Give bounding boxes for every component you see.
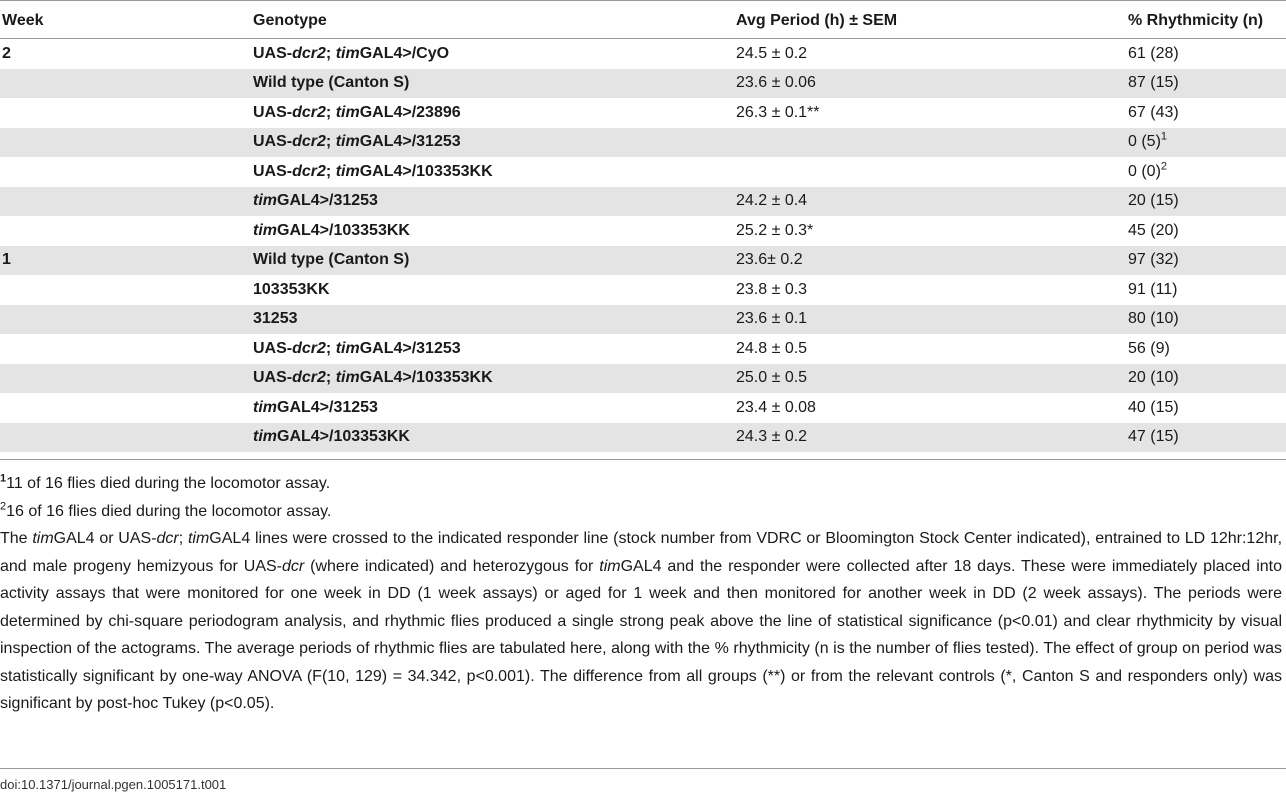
avg-period-cell — [732, 128, 1124, 158]
avg-period-cell: 23.6 ± 0.06 — [732, 69, 1124, 99]
table-notes — [0, 470, 1282, 718]
rhythmicity-cell — [1124, 216, 1286, 246]
avg-period-cell: 26.3 ± 0.1** — [736, 103, 820, 121]
week-cell: 1 — [0, 246, 249, 276]
caption-run: tim — [599, 557, 621, 575]
genotype-run: UAS- — [253, 133, 293, 151]
genotype-run: GAL4>/103353KK — [359, 162, 493, 180]
rhythmicity-cell — [1124, 334, 1286, 364]
genotype-run: ; — [325, 103, 336, 121]
genotype-run: 31253 — [253, 310, 298, 328]
rhythmicity-value: 61 (28) — [1128, 44, 1179, 62]
genotype-run: GAL4>/31253 — [359, 133, 461, 151]
genotype-run: UAS- — [253, 339, 293, 357]
rhythmicity-cell — [1124, 157, 1286, 187]
rhythmicity-cell — [1124, 393, 1286, 423]
genotype-run: dcr2 — [292, 133, 326, 151]
genotype-cell — [249, 364, 732, 394]
week-cell — [0, 393, 249, 423]
avg-period-cell: 24.2 ± 0.4 — [732, 187, 1124, 217]
genotype-run: 103353KK — [253, 280, 330, 298]
genotype-run: tim — [335, 103, 360, 121]
table-row — [0, 157, 1286, 187]
caption-run: GAL4 or UAS- — [53, 530, 157, 547]
week-cell — [0, 98, 249, 128]
table-row — [0, 39, 1286, 69]
genotype-cell — [249, 423, 732, 453]
caption-run: GAL4 lines were crossed to the indicated responder line (stock number from VDRC or Bloomington Stock Center indicated), entrained to LD 12hr:12hr, and male progeny hemizyous for UAS- — [0, 530, 1283, 575]
genotype-run: ; — [325, 339, 336, 357]
avg-period-cell: 23.4 ± 0.08 — [736, 398, 816, 416]
week-cell — [0, 305, 249, 335]
rhythmicity-cell — [1124, 275, 1286, 305]
doi-link[interactable]: doi:10.1371/journal.pgen.1005171.t001 — [0, 777, 227, 792]
genotype-run: UAS- — [253, 162, 293, 180]
rhythmicity-value: 20 (10) — [1128, 369, 1179, 387]
genotype-run: tim — [253, 221, 277, 239]
table-row — [0, 364, 1286, 394]
rhythmicity-value: 67 (43) — [1128, 103, 1179, 121]
table-row — [0, 393, 1286, 423]
genotype-run: dcr2 — [292, 44, 326, 62]
header-avg-period: Avg Period (h) ± SEM — [732, 3, 1124, 39]
caption-run: dcr — [282, 557, 305, 575]
rhythmicity-cell — [1124, 69, 1286, 99]
rhythmicity-value: 87 (15) — [1128, 74, 1179, 92]
genotype-run: tim — [335, 133, 360, 151]
table-body — [0, 39, 1286, 453]
week-cell — [0, 187, 249, 217]
footnote-1 — [0, 470, 1282, 498]
avg-period-cell: 23.6 ± 0.1 — [732, 305, 1124, 335]
rhythmicity-cell — [1124, 128, 1286, 158]
genotype-run: GAL4>/103353KK — [277, 428, 410, 446]
rhythmicity-value: 20 (15) — [1128, 192, 1179, 210]
table-header-row — [0, 3, 1286, 39]
week-cell — [0, 423, 249, 453]
table-top-rule — [0, 0, 1286, 1]
week-cell — [0, 128, 249, 158]
genotype-run: GAL4>/CyO — [359, 44, 450, 62]
table-row — [0, 69, 1286, 99]
rhythmicity-cell — [1124, 305, 1286, 335]
genotype-run: ; — [325, 369, 336, 387]
caption-run: GAL4 and the responder were collected after 18 days. These were immediately placed into activity assays that were monitored for one week in DD (1 week assays) or aged for 1 week and then monitored for another week in DD (2 week assays). The periods were determined by chi-square periodogram analysis, and rhythmic flies produced a single strong peak above the line of statistical significance (p<0.01) and clear rhythmicity by visual inspection of the actograms. The average periods of rhythmic flies are tabulated here, along with the % rhythmicity (n is the number of flies tested). The effect of group on period was statistically significant by one-way ANOVA (F(10, 129) = 34.342, p<0.001). The difference from all groups (**) or from the relevant controls (*, Canton S and responders only) was significant by post-hoc Tukey (p<0.05). — [0, 557, 1283, 712]
rhythmicity-value: 47 (15) — [1128, 428, 1179, 446]
genotype-cell — [249, 98, 732, 128]
rhythmicity-value: 80 (10) — [1128, 310, 1179, 328]
footnote-2-text: 16 of 16 flies died during the locomotor assay. — [6, 502, 332, 520]
results-table — [0, 3, 1286, 452]
rhythmicity-cell — [1124, 98, 1286, 128]
table-row — [0, 305, 1286, 335]
footnote-2 — [0, 498, 1282, 526]
genotype-run: GAL4>/103353KK — [277, 221, 410, 239]
genotype-run: tim — [335, 162, 360, 180]
avg-period-cell — [732, 157, 1124, 187]
genotype-cell — [249, 275, 732, 305]
genotype-run: tim — [253, 428, 277, 446]
week-cell — [0, 275, 249, 305]
avg-period-cell: 23.8 ± 0.3 — [736, 280, 808, 298]
avg-period-cell: 24.3 ± 0.2 — [732, 423, 1124, 453]
genotype-run: GAL4>/31253 — [359, 339, 461, 357]
week-cell: 2 — [2, 44, 11, 62]
table-row — [0, 216, 1286, 246]
genotype-run: tim — [335, 44, 360, 62]
week-cell — [0, 216, 249, 246]
genotype-run: Wild type (Canton S) — [253, 251, 410, 269]
table-row — [0, 275, 1286, 305]
caption-run: (where indicated) and heterozygous for — [304, 557, 600, 575]
genotype-run: GAL4>/31253 — [277, 192, 378, 210]
genotype-run: GAL4>/23896 — [359, 103, 461, 121]
genotype-run: ; — [325, 162, 336, 180]
week-cell — [0, 69, 249, 99]
table-row — [0, 128, 1286, 158]
table-row — [0, 246, 1286, 276]
genotype-cell — [249, 393, 732, 423]
rhythmicity-cell — [1124, 246, 1286, 276]
genotype-run: tim — [253, 192, 277, 210]
genotype-run: ; — [325, 44, 336, 62]
rhythmicity-value: 91 (11) — [1128, 280, 1178, 298]
genotype-run: GAL4>/103353KK — [359, 369, 493, 387]
rhythmicity-value: 56 (9) — [1128, 339, 1170, 357]
footnote-marker: 1 — [1160, 130, 1168, 143]
rhythmicity-cell — [1124, 39, 1286, 69]
caption-run: ; — [178, 530, 188, 547]
footnote-marker: 2 — [1160, 160, 1168, 173]
genotype-cell — [249, 128, 732, 158]
rhythmicity-cell — [1124, 423, 1286, 453]
week-cell — [0, 157, 249, 187]
genotype-run: UAS- — [253, 103, 293, 121]
week-cell — [0, 364, 249, 394]
avg-period-cell: 25.0 ± 0.5 — [732, 364, 1124, 394]
caption-run: dcr — [156, 530, 179, 547]
rhythmicity-value: 97 (32) — [1128, 251, 1179, 269]
table-caption — [0, 525, 1282, 718]
table-bottom-rule — [0, 459, 1286, 460]
table-row — [0, 187, 1286, 217]
genotype-cell — [249, 334, 732, 364]
caption-run: tim — [32, 530, 54, 547]
doi-rule — [0, 768, 1286, 769]
rhythmicity-cell — [1124, 364, 1286, 394]
genotype-run: tim — [253, 398, 277, 416]
genotype-cell — [249, 69, 732, 99]
genotype-run: dcr2 — [292, 162, 326, 180]
rhythmicity-value: 40 (15) — [1128, 398, 1179, 416]
genotype-cell — [249, 216, 732, 246]
header-genotype: Genotype — [249, 3, 732, 39]
footnote-2-marker: 2 — [0, 500, 7, 513]
rhythmicity-value: 0 (5) — [1128, 133, 1161, 151]
table-row — [0, 334, 1286, 364]
genotype-cell — [249, 157, 732, 187]
genotype-cell — [249, 39, 732, 69]
avg-period-cell: 25.2 ± 0.3* — [736, 221, 814, 239]
week-cell — [0, 334, 249, 364]
genotype-run: dcr2 — [292, 103, 326, 121]
genotype-cell — [249, 187, 732, 217]
genotype-cell — [249, 246, 732, 276]
header-week: Week — [0, 3, 249, 39]
header-rhythmicity: % Rhythmicity (n) — [1124, 3, 1286, 39]
footnote-1-marker: 1 — [0, 472, 7, 485]
avg-period-cell: 24.8 ± 0.5 — [736, 339, 808, 357]
rhythmicity-cell — [1124, 187, 1286, 217]
caption-run: tim — [187, 530, 210, 547]
genotype-run: GAL4>/31253 — [277, 398, 378, 416]
caption-run: The — [0, 530, 33, 547]
genotype-run: tim — [335, 369, 360, 387]
rhythmicity-value: 45 (20) — [1128, 221, 1179, 239]
table-row — [0, 423, 1286, 453]
footnote-1-text: 11 of 16 flies died during the locomotor assay. — [6, 475, 331, 492]
genotype-run: ; — [325, 133, 336, 151]
genotype-cell — [249, 305, 732, 335]
avg-period-cell: 24.5 ± 0.2 — [736, 44, 808, 62]
genotype-run: UAS- — [253, 44, 293, 62]
avg-period-cell: 23.6± 0.2 — [732, 246, 1124, 276]
genotype-run: Wild type (Canton S) — [253, 74, 410, 92]
table-row — [0, 98, 1286, 128]
genotype-run: UAS- — [253, 369, 293, 387]
rhythmicity-value: 0 (0) — [1128, 162, 1161, 180]
genotype-run: tim — [335, 339, 360, 357]
genotype-run: dcr2 — [292, 339, 326, 357]
genotype-run: dcr2 — [292, 369, 326, 387]
